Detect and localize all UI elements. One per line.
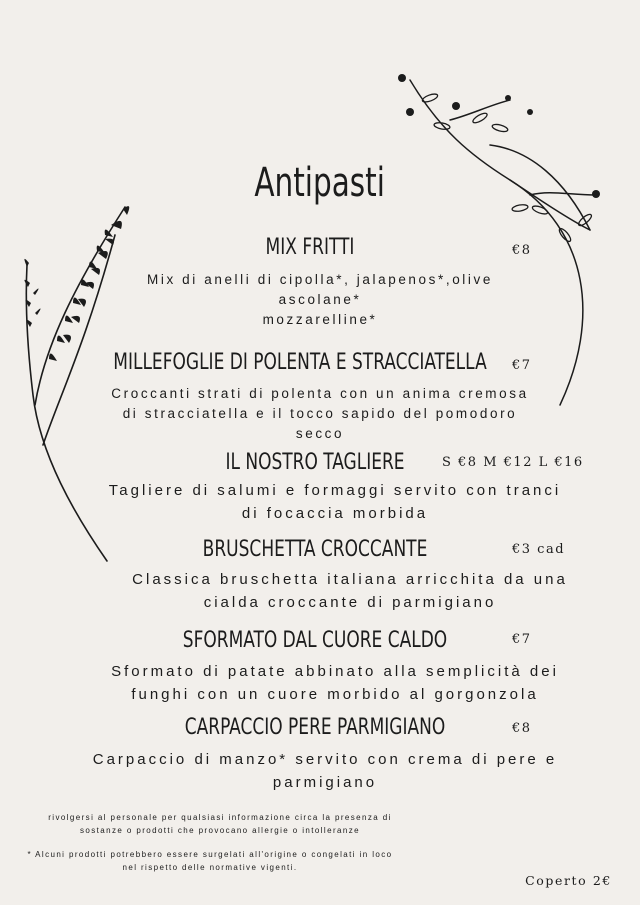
dish-price: €7 bbox=[512, 358, 532, 373]
dish-name: BRUSCHETTA CROCCANTE bbox=[202, 537, 428, 562]
dish-price: €8 bbox=[512, 721, 532, 736]
frozen-products-note: * Alcuni prodotti potrebbero essere surgelati all'origine o congelati in loco nel rispetto delle normative vigenti. bbox=[27, 850, 393, 872]
allergen-note: rivolgersi al personale per qualsiasi informazione circa la presenza di sostanze o prodotti che provocano allergie o intolleranze bbox=[48, 813, 392, 835]
dish-name: MIX FRITTI bbox=[265, 235, 355, 260]
dish-description: Tagliere di salumi e formaggi servito con tranci di focaccia morbida bbox=[108, 482, 562, 522]
dish-name: IL NOSTRO TAGLIERE bbox=[225, 450, 405, 475]
dish-description: Mix di anelli di cipolla*, jalapenos*,olive ascolane* mozzarelline* bbox=[147, 272, 493, 327]
dish-description: Classica bruschetta italiana arricchita da una cialda croccante di parmigiano bbox=[132, 571, 568, 611]
dish-price: €8 bbox=[512, 243, 532, 258]
dish-name: MILLEFOGLIE DI POLENTA E STRACCIATELLA bbox=[113, 350, 487, 375]
dish-price: €7 bbox=[512, 632, 532, 647]
dish-description: Sformato di patate abbinato alla semplicità dei funghi con un cuore morbido al gorgonzola bbox=[111, 663, 559, 703]
dish-name: CARPACCIO PERE PARMIGIANO bbox=[184, 715, 446, 740]
dish-price: S €8 M €12 L €16 bbox=[442, 455, 584, 470]
menu-title: Antipasti bbox=[254, 160, 385, 206]
dish-description: Croccanti strati di polenta con un anima cremosa di stracciatella e il tocco sapido del pomodoro secco bbox=[111, 386, 529, 441]
dish-price: €3 cad bbox=[512, 542, 566, 557]
dish-name: SFORMATO DAL CUORE CALDO bbox=[182, 628, 448, 653]
dish-description: Carpaccio di manzo* servito con crema di pere e parmigiano bbox=[92, 751, 558, 791]
cover-charge: Coperto 2€ bbox=[525, 873, 612, 888]
